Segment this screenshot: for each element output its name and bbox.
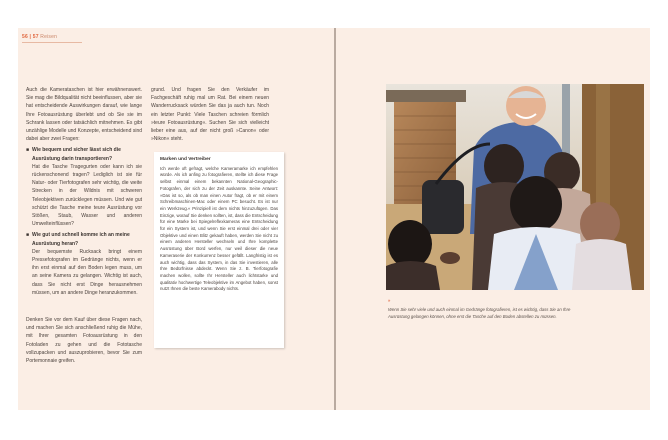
section-title: Reisen [40, 34, 58, 40]
question-1-text: Wie bequem und sicher lässt sich die Ausrüstung darin transportieren? [32, 147, 121, 162]
answer-1: Hat die Tasche Tragegurten oder kann ich sie rückenschonend tragen? Lediglich ist sie für Natur- oder Tierfotografen sehr wichtig, die weite Strecken in der Wildnis mit schweren Teleobjektiven zurücklegen müssen. Und wie gut schützt die Tasche meine teure Ausrüstung vor Stößen, Staub, Wasser und anderen Umwelteinflüssen? [32, 163, 142, 228]
info-box-title: Marken und Vertreiber [160, 157, 211, 162]
question-block-1 [26, 146, 142, 228]
page-numbers: 56 | 57 [22, 34, 39, 40]
photo-caption [388, 298, 588, 320]
left-page [18, 28, 334, 410]
hand [440, 252, 460, 264]
photo-children-crowd [386, 84, 644, 290]
running-head-rule [22, 42, 82, 43]
child-head-5 [388, 220, 432, 268]
info-box-text: Ich werde oft gefragt, welche Kameramarke ich empfehlen würde. Als ich anfing zu fotografieren, stellte ich diese Frage selbst einmal einem bekannten National-Geographic-Fotografen, der sich zu der Zeit auskannte. Seine Antwort: »Das ist so, als ob man einen Autor fragt, ob er mit einem Schreibmaschinen-Mac oder einem PC besucht. Es ist nur ein Werkzeug.« Prinzipiell ist dem nichts hinzuzufügen. Das Einzige, worauf Sie denken sollten, ist, dass die Entscheidung für eine Marke bei Spiegelreflexkameras eine Entscheidung für ein System ist, und wenn Sie erst einmal drei oder vier Objektive und einen Blitz gekauft haben, werden Sie nicht zu einem anderen Hersteller wechseln und Ihre komplette Ausrüstung über Bord werfen, nur weil dieser die neue Kameraserie der Konkurrenz besser gefällt. Langfristig ist es auch wichtig, dass das System, in das Sie investieren, alle Ihre Bedürfnisse abdeckt. Wenn Sie z. B. Tierfotografie machen wollen, sollte Ihr Hersteller auch lichtstarke und qualitativ hochwertige Teleobjektive im Angebot haben, sonst nutzt Ihnen die beste Kamerabody nichts. [160, 165, 278, 292]
photo-illustration [386, 84, 644, 290]
child-head-3 [510, 176, 562, 232]
question-2-text: Wie gut und schnell komme ich an meine Ausrüstung heran? [32, 232, 130, 247]
right-page [336, 28, 650, 410]
bullet-icon: ■ [26, 232, 30, 239]
text-column-3 [26, 316, 142, 368]
question-1 [26, 146, 142, 162]
camera-bag [422, 180, 464, 234]
child-body-4 [572, 239, 632, 290]
bullet-icon: ■ [26, 147, 30, 154]
intro-paragraph: Auch die Kamerataschen ist hier erwähnenswert. Sie mag die Bildqualität nicht beeinflussen, aber sie hat entscheidende Auswirkungen darauf, wie lange Ihre Fotoausrüstung überlebt und ob Sie sie im Schrank lassen oder tatsächlich mitnehmen. Es gibt unzählige Modelle und Konzepte, entscheidend sind dabei aber zwei Fragen: [26, 87, 142, 143]
column-2-paragraph: grund. Und fragen Sie den Verkäufer im Fachgeschäft ruhig mal um Rat. Bei einem neuen Wanderrucksack würden Sie das ja auch tun. Noch ein letzter Punkt: Viele Taschen schreien förmlich »teure Fotoausrüstung«. Suchen Sie sich vielleicht lieber eine aus, auf der nicht groß »Canon« oder »Nikon« steht. [151, 87, 269, 143]
question-2 [26, 231, 142, 247]
caption-marker: » [388, 298, 391, 303]
roof-edge [386, 90, 466, 102]
question-block-2 [26, 231, 142, 297]
child-body-5 [386, 261, 440, 290]
text-column-2 [151, 86, 269, 146]
closing-paragraph: Denken Sie vor dem Kauf über diese Fragen nach, und machen Sie sich anschließend ruhig die Mühe, mit Ihrer gesamten Fotoausrüstung in den Fotoladen zu gehen und die Fototasche vollzupacken und auszuprobieren, bevor Sie zum Portemonnaie greifen. [26, 317, 142, 365]
running-head [22, 34, 57, 40]
info-box [154, 152, 284, 348]
child-head-1 [484, 144, 524, 188]
text-column-1 [26, 86, 142, 300]
answer-2: Der bequemste Rucksack bringt einem Pressefotografen im Gedränge nichts, wenn er ihn erst einmal auf den Boden legen muss, um an seine Kamera zu gelangen. Wichtig ist auch, dass Sie nicht erst Dinge herausnehmen müssen, um an andere Dinge heranzukommen. [32, 248, 142, 296]
caption-text: Wenn Sie sehr viele und auch einmal im Gedränge fotografieren, ist es wichtig, dass Sie an Ihre Ausrüstung gelangen können, ohne erst die Tasche auf den Boden abstellen zu müssen. [388, 306, 571, 319]
